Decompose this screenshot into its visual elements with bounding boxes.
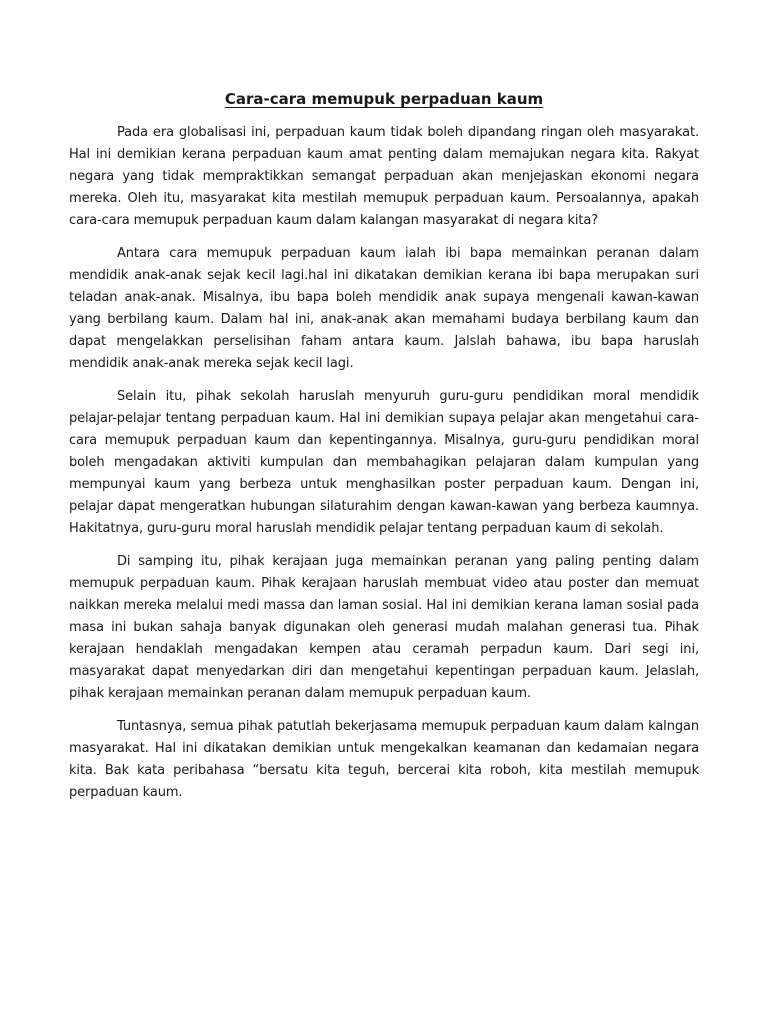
paragraph-government: Di samping itu, pihak kerajaan juga memainkan peranan yang paling penting dalam memupuk perpaduan kaum. Pihak kerajaan haruslah membuat video atau poster dan memuat naikkan mereka melalui medi massa dan laman sosial. Hal ini demikian kerana laman sosial pada masa ini bukan sahaja banyak digunakan oleh generasi mudah malahan generasi tua. Pihak kerajaan hendaklah mengadakan kempen atau ceramah perpadun kaum. Dari segi ini, masyarakat dapat menyedarkan diri dan mengetahui kepentingan perpaduan kaum. Jelaslah, pihak kerajaan memainkan peranan dalam memupuk perpaduan kaum. (69, 554, 699, 701)
paragraph-conclusion: Tuntasnya, semua pihak patutlah bekerjasama memupuk perpaduan kaum dalam kalngan masyarakat. Hal ini dikatakan demikian untuk mengekalkan keamanan dan kedamaian negara kita. Bak kata peribahasa “bersatu kita teguh, bercerai kita roboh, kita mestilah memupuk perpaduan kaum. (69, 719, 699, 800)
paragraph-introduction: Pada era globalisasi ini, perpaduan kaum tidak boleh dipandang ringan oleh masyarakat. Hal ini demikian kerana perpaduan kaum amat penting dalam memajukan negara kita. Rakyat negara yang tidak mempraktikkan semangat perpaduan akan menjejaskan ekonomi negara mereka. Oleh itu, masyarakat kita mestilah memupuk perpaduan kaum. Persoalannya, apakah cara-cara memupuk perpaduan kaum dalam kalangan masyarakat di negara kita? (69, 125, 699, 228)
document-title: Cara-cara memupuk perpaduan kaum (224, 90, 544, 108)
paragraph-school: Selain itu, pihak sekolah haruslah menyuruh guru-guru pendidikan moral mendidik pelajar-pelajar tentang perpaduan kaum. Hal ini demikian supaya pelajar akan mengetahui cara-cara memupuk perpaduan kaum dan kepentingannya. Misalnya, guru-guru pendidikan moral boleh mengadakan aktiviti kumpulan dan membahagikan pelajaran dalam kumpulan yang mempunyai kaum yang berbeza untuk menghasilkan poster perpaduan kaum. Dengan ini, pelajar dapat mengeratkan hubungan silaturahim dengan kawan-kawan yang berbeza kaumnya. Hakitatnya, guru-guru moral haruslah mendidik pelajar tentang perpaduan kaum di sekolah. (69, 389, 699, 536)
paragraph-parents: Antara cara memupuk perpaduan kaum ialah ibi bapa memainkan peranan dalam mendidik anak-anak sejak kecil lagi.hal ini dikatakan demikian kerana ibi bapa merupakan suri teladan anak-anak. Misalnya, ibu bapa boleh mendidik anak supaya mengenali kawan-kawan yang berbilang kaum. Dalam hal ini, anak-anak akan memahami budaya berbilang kaum dan dapat mengelakkan perselisihan faham antara kaum. Jalslah bahawa, ibu bapa haruslah mendidik anak-anak mereka sejak kecil lagi. (69, 246, 699, 371)
document-page (69, 88, 699, 815)
